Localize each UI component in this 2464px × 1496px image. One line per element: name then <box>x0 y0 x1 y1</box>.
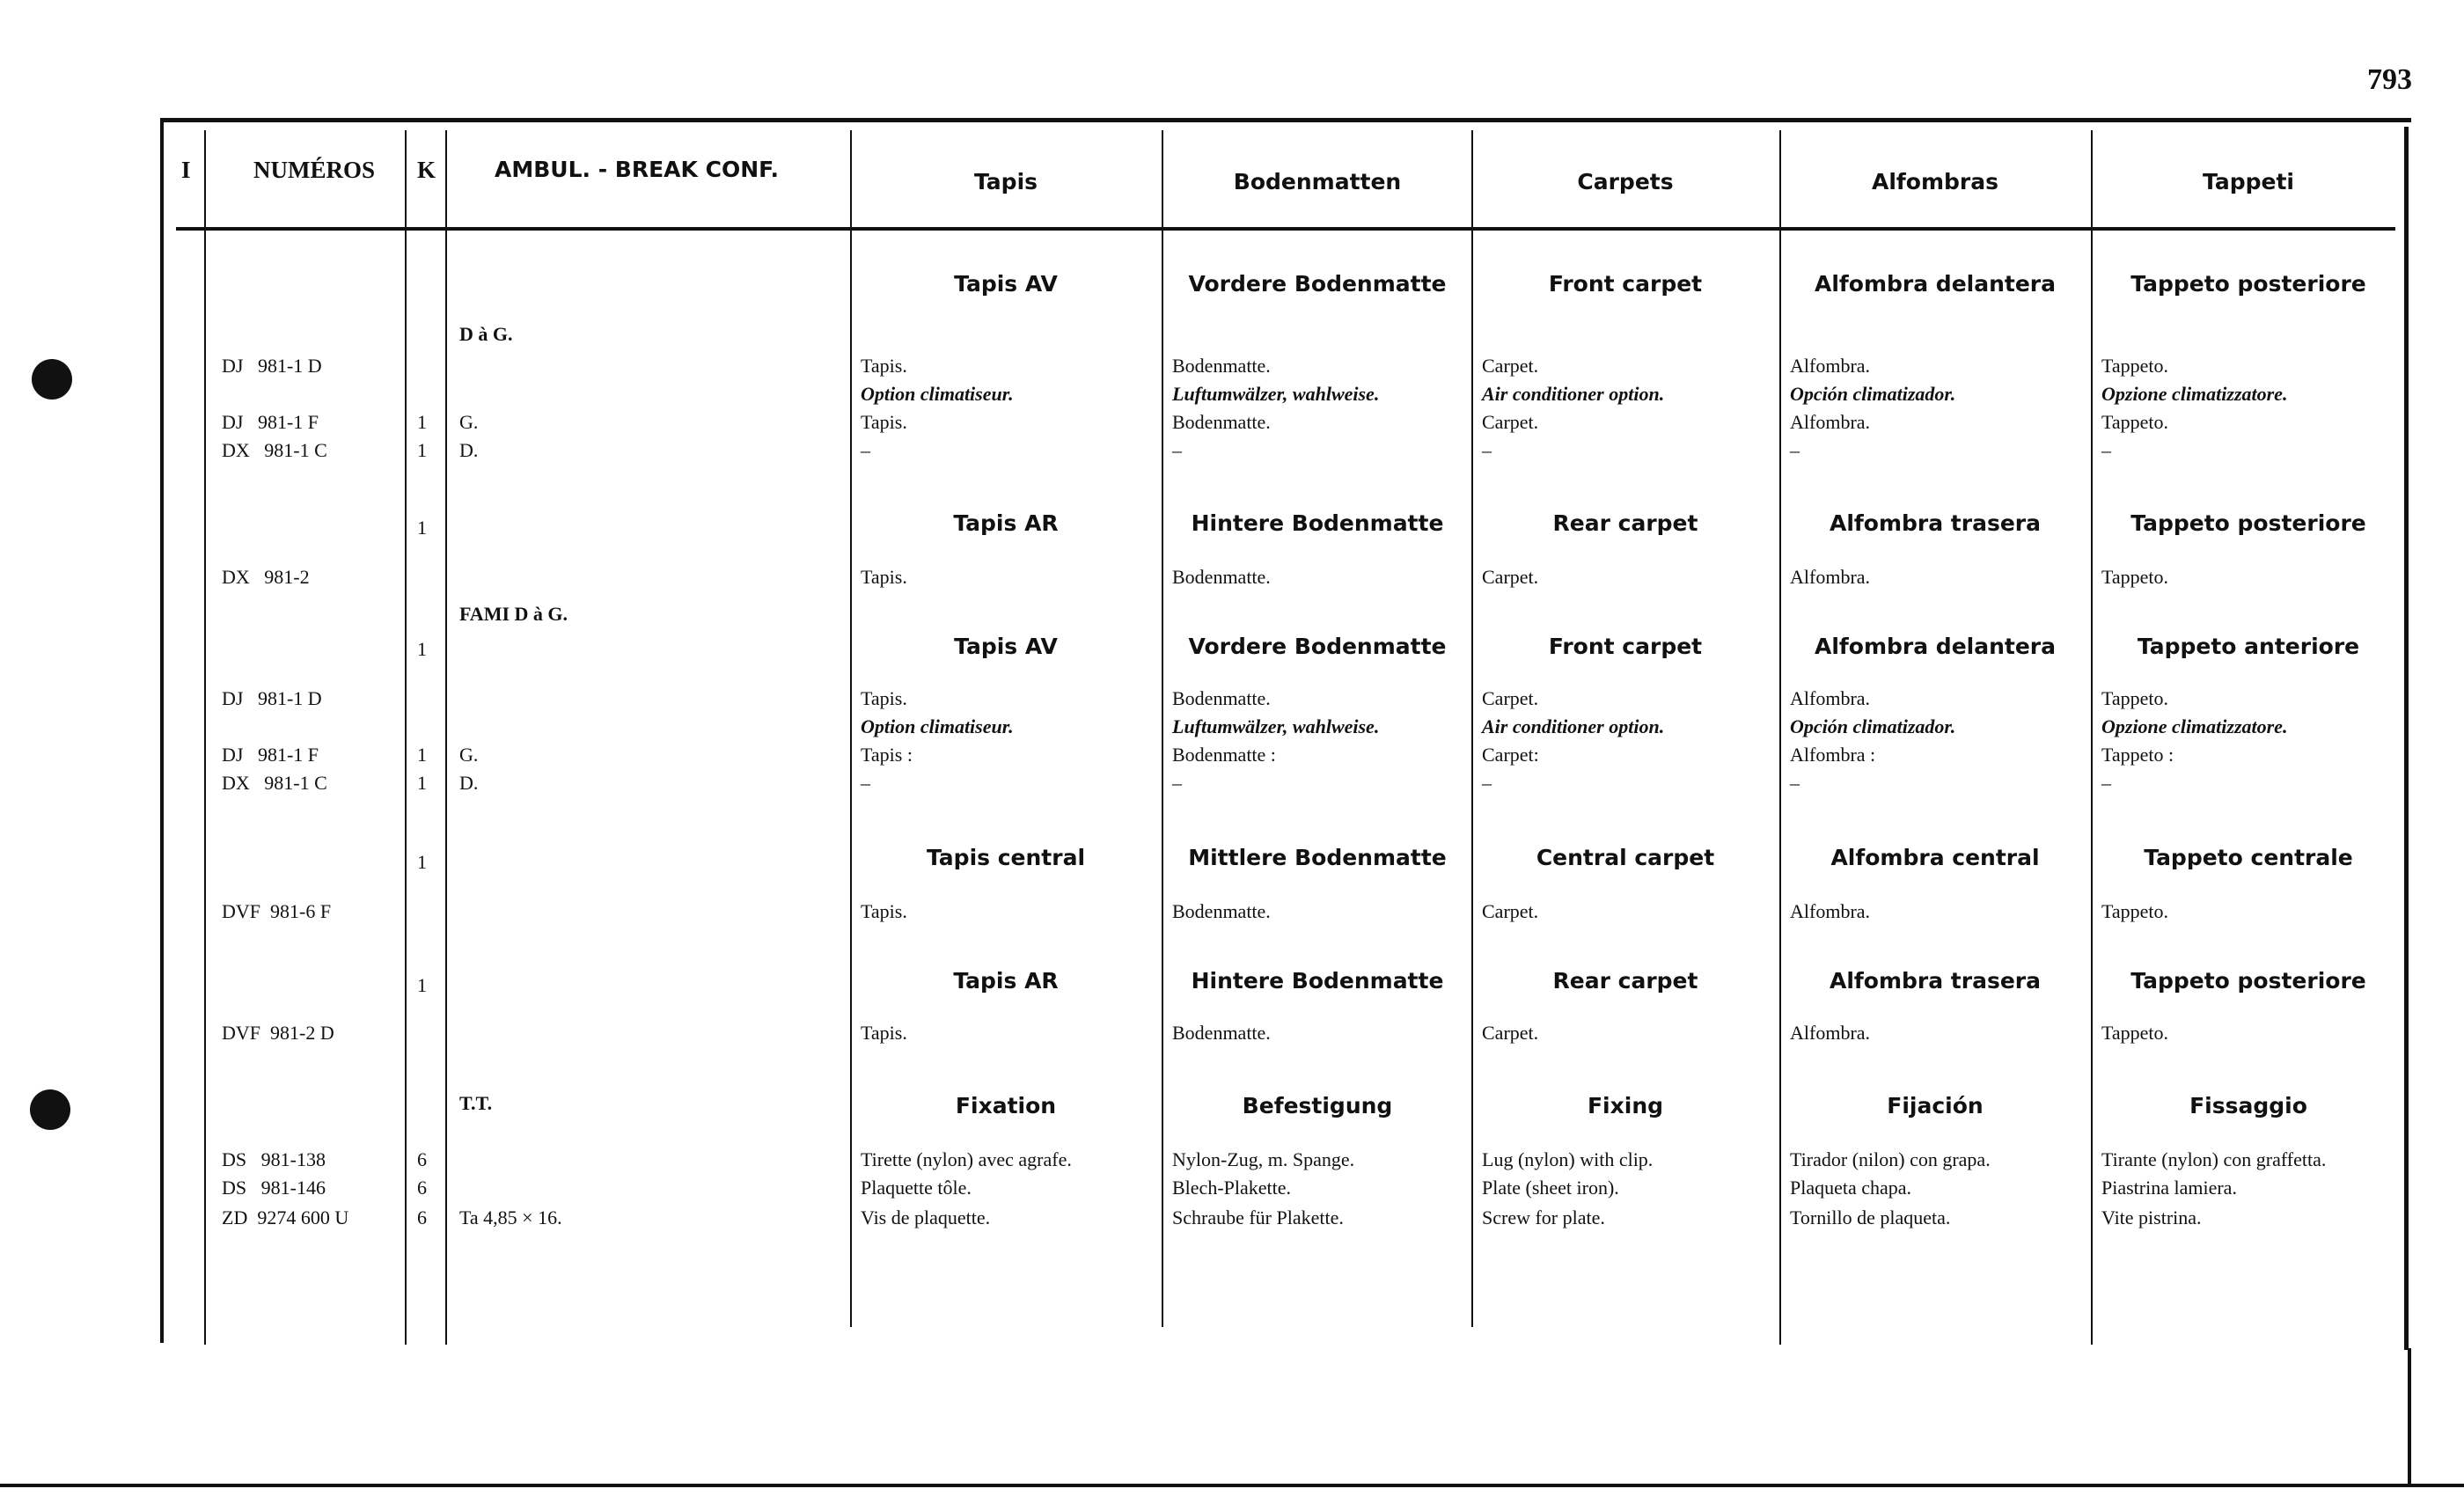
section-title: Alfombra trasera <box>1829 510 2042 536</box>
header-col-lang: Bodenmatten <box>1233 169 1402 194</box>
quantity: 1 <box>417 439 427 461</box>
section-title: Front carpet <box>1548 634 1703 659</box>
row-text: Tirador (nilon) con grapa. <box>1790 1148 1991 1170</box>
row-text: Tappeto. <box>2101 411 2169 433</box>
row-desc: D. <box>459 439 479 461</box>
row-desc: Ta 4,85 × 16. <box>459 1206 562 1228</box>
row-text: – <box>1172 439 1182 461</box>
row-text: Bodenmatte. <box>1172 566 1271 588</box>
section-quantity: 1 <box>417 851 427 873</box>
row-text: Opzione climatizzatore. <box>2101 715 2288 737</box>
row-text: Tappeto. <box>2101 687 2169 709</box>
section-title: Front carpet <box>1548 271 1703 297</box>
row-text: Alfombra. <box>1790 566 1871 588</box>
row-text: Tapis. <box>861 1022 907 1044</box>
row-desc: G. <box>459 744 479 766</box>
section-title: Rear carpet <box>1552 968 1698 994</box>
row-text: Alfombra. <box>1790 1022 1871 1044</box>
row-text: Luftumwälzer, wahlweise. <box>1172 383 1380 405</box>
row-text: Plate (sheet iron). <box>1482 1177 1619 1199</box>
section-title: Tapis AV <box>954 634 1058 659</box>
row-text: Alfombra. <box>1790 355 1871 377</box>
row-text: Blech-Plakette. <box>1172 1177 1292 1199</box>
section-title: Central carpet <box>1536 845 1715 870</box>
row-text: Bodenmatte. <box>1172 900 1271 922</box>
row-text: Vite pistrina. <box>2101 1206 2202 1228</box>
section-title: Tappeto posteriore <box>2130 968 2366 994</box>
row-text: Tapis. <box>861 566 907 588</box>
row-text: Lug (nylon) with clip. <box>1482 1148 1654 1170</box>
row-text: Bodenmatte : <box>1172 744 1276 766</box>
header-col-k: K <box>417 157 436 183</box>
section-title: Tappeto centrale <box>2144 845 2353 870</box>
quantity: 1 <box>417 411 427 433</box>
row-text: Luftumwälzer, wahlweise. <box>1172 715 1380 737</box>
section-quantity: 1 <box>417 517 427 539</box>
binding-hole-icon <box>32 359 72 400</box>
section-title: Tapis AR <box>953 968 1059 994</box>
row-text: Bodenmatte. <box>1172 411 1271 433</box>
row-text: Tappeto. <box>2101 566 2169 588</box>
row-text: Tapis. <box>861 411 907 433</box>
section-title: Tappeto posteriore <box>2130 510 2366 536</box>
row-text: – <box>1790 772 1800 794</box>
desc-label: T.T. <box>459 1092 493 1114</box>
row-text: Carpet. <box>1482 355 1539 377</box>
row-text: – <box>861 439 870 461</box>
quantity: 6 <box>417 1206 427 1228</box>
row-text: Tappeto. <box>2101 1022 2169 1044</box>
row-text: Vis de plaquette. <box>861 1206 991 1228</box>
part-number: DVF 981-6 F <box>222 900 332 922</box>
header-col-numeros: NUMÉROS <box>253 157 376 183</box>
row-text: Bodenmatte. <box>1172 355 1271 377</box>
row-text: Tirette (nylon) avec agrafe. <box>861 1148 1072 1170</box>
row-text: Plaqueta chapa. <box>1790 1177 1912 1199</box>
row-text: Alfombra. <box>1790 411 1871 433</box>
part-number: ZD 9274 600 U <box>222 1206 349 1228</box>
row-text: Opzione climatizzatore. <box>2101 383 2288 405</box>
part-number: DVF 981-2 D <box>222 1022 334 1044</box>
row-text: Tappeto. <box>2101 355 2169 377</box>
row-text: Option climatiseur. <box>861 715 1014 737</box>
section-title: Alfombra delantera <box>1814 634 2057 659</box>
row-text: Alfombra : <box>1790 744 1876 766</box>
row-text: – <box>861 772 870 794</box>
section-title: Tappeto anteriore <box>2137 634 2360 659</box>
row-text: Carpet. <box>1482 900 1539 922</box>
row-text: Tappeto : <box>2101 744 2174 766</box>
row-text: Tirante (nylon) con graffetta. <box>2101 1148 2327 1170</box>
section-quantity: 1 <box>417 638 427 660</box>
section-title: Hintere Bodenmatte <box>1191 510 1444 536</box>
row-text: – <box>1482 772 1492 794</box>
row-text: Alfombra. <box>1790 687 1871 709</box>
row-desc: D. <box>459 772 479 794</box>
section-title: Vordere Bodenmatte <box>1188 271 1447 297</box>
row-text: Tapis. <box>861 355 907 377</box>
row-text: Carpet. <box>1482 411 1539 433</box>
row-text: Tappeto. <box>2101 900 2169 922</box>
row-text: Screw for plate. <box>1482 1206 1605 1228</box>
row-text: Nylon-Zug, m. Spange. <box>1172 1148 1355 1170</box>
header-col-lang: Tappeti <box>2203 169 2294 194</box>
part-number: DJ 981-1 D <box>222 687 322 709</box>
quantity: 1 <box>417 772 427 794</box>
row-text: Tapis : <box>861 744 913 766</box>
section-title: Vordere Bodenmatte <box>1188 634 1447 659</box>
quantity: 1 <box>417 744 427 766</box>
part-number: DJ 981-1 F <box>222 411 319 433</box>
row-text: – <box>1172 772 1182 794</box>
row-text: Air conditioner option. <box>1482 715 1665 737</box>
row-text: Carpet: <box>1482 744 1539 766</box>
section-title: Tappeto posteriore <box>2130 271 2366 297</box>
row-text: Tapis. <box>861 900 907 922</box>
header-col-lang: Alfombras <box>1872 169 1998 194</box>
section-title: Fixation <box>955 1093 1057 1118</box>
row-text: Schraube für Plakette. <box>1172 1206 1344 1228</box>
section-title: Befestigung <box>1242 1093 1393 1118</box>
row-text: Air conditioner option. <box>1482 383 1665 405</box>
desc-label: FAMI D à G. <box>459 603 568 625</box>
row-text: Carpet. <box>1482 1022 1539 1044</box>
row-desc: G. <box>459 411 479 433</box>
section-title: Alfombra trasera <box>1829 968 2042 994</box>
row-text: Option climatiseur. <box>861 383 1014 405</box>
row-text: – <box>2101 772 2111 794</box>
section-title: Alfombra central <box>1830 845 2040 870</box>
part-number: DJ 981-1 F <box>222 744 319 766</box>
row-text: – <box>1482 439 1492 461</box>
desc-label: D à G. <box>459 323 513 345</box>
row-text: Piastrina lamiera. <box>2101 1177 2237 1199</box>
row-text: Opción climatizador. <box>1790 715 1956 737</box>
part-number: DS 981-146 <box>222 1177 326 1199</box>
section-title: Fijación <box>1887 1093 1984 1118</box>
row-text: Bodenmatte. <box>1172 1022 1271 1044</box>
part-number: DX 981-1 C <box>222 772 327 794</box>
row-text: – <box>2101 439 2111 461</box>
section-title: Hintere Bodenmatte <box>1191 968 1444 994</box>
binding-hole-icon <box>30 1089 70 1130</box>
section-title: Alfombra delantera <box>1814 271 2057 297</box>
row-text: Opción climatizador. <box>1790 383 1956 405</box>
section-title: Fixing <box>1587 1093 1664 1118</box>
row-text: Bodenmatte. <box>1172 687 1271 709</box>
quantity: 6 <box>417 1177 427 1199</box>
row-text: – <box>1790 439 1800 461</box>
header-col-i: I <box>181 157 191 183</box>
part-number: DX 981-2 <box>222 566 310 588</box>
section-quantity: 1 <box>417 974 427 996</box>
header-col-lang: Tapis <box>973 169 1038 194</box>
row-text: Alfombra. <box>1790 900 1871 922</box>
section-title: Rear carpet <box>1552 510 1698 536</box>
header-col-desc: AMBUL. - BREAK CONF. <box>495 157 780 182</box>
page-number: 793 <box>2367 63 2412 96</box>
section-title: Tapis central <box>926 845 1086 870</box>
part-number: DJ 981-1 D <box>222 355 322 377</box>
row-text: Tornillo de plaqueta. <box>1790 1206 1951 1228</box>
section-title: Tapis AV <box>954 271 1058 297</box>
row-text: Carpet. <box>1482 566 1539 588</box>
row-text: Plaquette tôle. <box>861 1177 972 1199</box>
row-text: Carpet. <box>1482 687 1539 709</box>
section-title: Tapis AR <box>953 510 1059 536</box>
section-title: Mittlere Bodenmatte <box>1188 845 1447 870</box>
part-number: DS 981-138 <box>222 1148 326 1170</box>
row-text: Tapis. <box>861 687 907 709</box>
section-title: Fissaggio <box>2189 1093 2307 1118</box>
part-number: DX 981-1 C <box>222 439 327 461</box>
header-col-lang: Carpets <box>1577 169 1674 194</box>
quantity: 6 <box>417 1148 427 1170</box>
